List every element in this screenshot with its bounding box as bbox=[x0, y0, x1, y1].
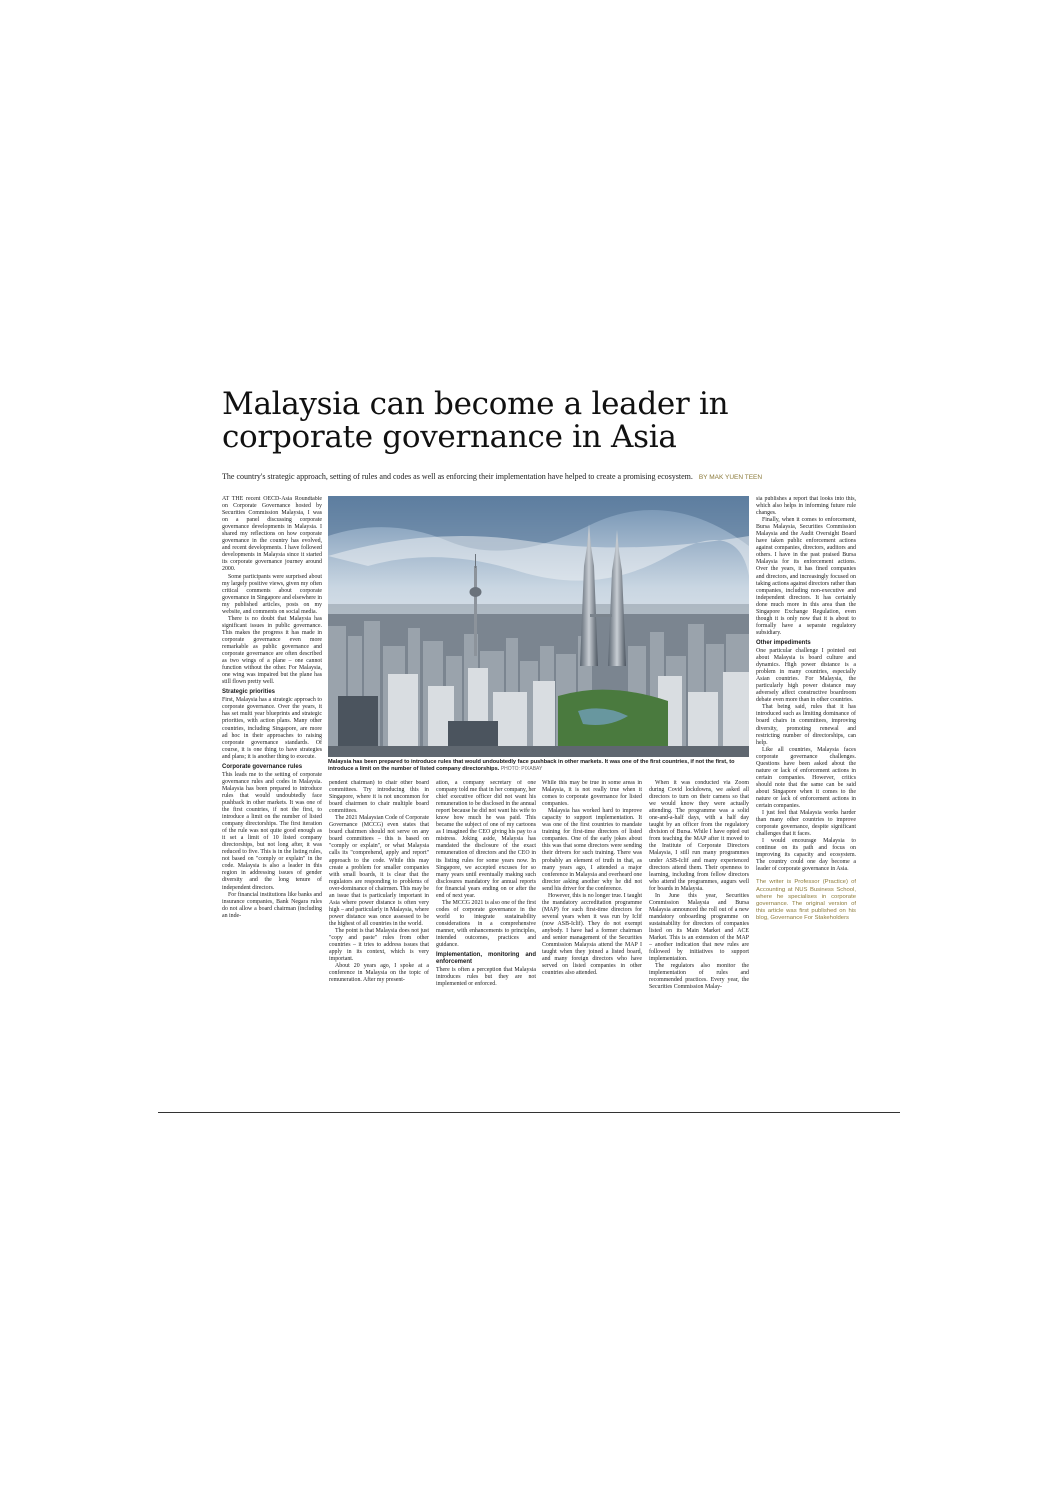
paragraph: In June this year, Securities Commission Malaysia and Bursa Malaysia announced the roll out of a new mandatory onboarding programme on sustainability for directors of companies listed on its Main Market and ACE Market. This is an extension of the MAP – another indication that new rules are followed by initiatives to support implementation. bbox=[649, 892, 749, 963]
paragraph: About 20 years ago, I spoke at a conference in Malaysia on the topic of remuneration. After my present- bbox=[329, 963, 429, 984]
photo-caption bbox=[328, 759, 749, 773]
paragraph: The MCCG 2021 is also one of the first codes of corporate governance in the world to integrate sustainability considerations in a comprehensive manner, with enhancements to principles, intended outcomes, practices and guidance. bbox=[436, 899, 536, 949]
article-standfirst bbox=[222, 472, 782, 483]
paragraph: Some participants were surprised about my largely positive views, given my often critical comments about corporate governance in Singapore and elsewhere in my published articles, posts on my website, and comments on social media. bbox=[222, 573, 322, 615]
article-column-2 bbox=[329, 780, 429, 1086]
paragraph: Malaysia has worked hard to improve capacity to support implementation. It was one of the first countries to mandate training for first-time directors of listed companies. One of the early jokes about this was that some directors were sending their drivers for such training. There was probably an element of truth in that, as many years ago, I attended a major conference in Malaysia and overheard one director asking another why he did not send his driver for the conference. bbox=[542, 808, 642, 892]
paragraph: While this may be true in some areas in Malaysia, it is not really true when it comes to corporate governance for listed companies. bbox=[542, 780, 642, 808]
paragraph: There is no doubt that Malaysia has significant issues in public governance. This makes the progress it has made in corporate governance even more remarkable as public governance and corporate governance are often described as two wings of a plane – one cannot function without the other. For Malaysia, one wing was impaired but the plane has still flown pretty well. bbox=[222, 615, 322, 686]
paragraph: ation, a company secretary of one company told me that in her company, her chief executive officer did not want his remuneration to be disclosed in the annual report because he did not want his wife to know how much he was paid. This became the subject of one of my cartoons as I imagined the CEO giving his pay to a mistress. Joking aside, Malaysia has mandated the disclosure of the exact remuneration of directors and the CEO in its listing rules for some years now. In Singapore, we accepted excuses for so many years until eventually making such disclosures mandatory for annual reports for financial years ending on or after the end of next year. bbox=[436, 780, 536, 899]
standfirst-text: The country's strategic approach, setting of rules and codes as well as enforcing their implementation have helped to create a promising ecosystem. bbox=[222, 472, 693, 481]
paragraph: However, this is no longer true. I taught the mandatory accreditation programme (MAP) for such first-time directors for several years when it was run by Iclif (now ASB-Iclif). They do not exempt anybody. I have had a former chairman and senior management of the Securities Commission Malaysia attend the MAP I taught when they joined a listed board, and many foreign directors who have served on listed companies in other countries also attended. bbox=[542, 892, 642, 977]
city-skyline-photo bbox=[328, 496, 749, 757]
paragraph: Finally, when it comes to enforcement, Bursa Malaysia, Securities Commission Malaysia and the Audit Oversight Board have taken public enforcement actions against companies, directors, auditors and others. I have in the past praised Bursa Malaysia for its enforcement actions. Over the years, it has fined companies and directors, and increasingly focused on taking actions against directors rather than companies, including non-executive and independent directors. It has certainly done much more in this area than the Singapore Exchange Regulation, even though it is only now that it is about to formally have a separate regulatory subsidiary. bbox=[756, 517, 856, 636]
page-divider bbox=[158, 1112, 900, 1113]
article-column-5 bbox=[649, 780, 749, 1086]
article-headline: Malaysia can become a leader in corporate governance in Asia bbox=[222, 386, 729, 455]
subheading-corporate-governance-rules: Corporate governance rules bbox=[222, 763, 303, 770]
paragraph: This leads me to the setting of corporate governance rules and codes in Malaysia. Malaysia has been prepared to introduce rules that would undoubtedly face pushback in other markets. It was one of the first countries, if not the first, to introduce a limit on the number of listed company directorships. The first iteration of the rule was not quite good enough as it set a limit of 10 listed company directorships, but not long after, it was reduced to five. This is in the listing rules, not based on "comply or explain" in the code. Malaysia is also a leader in this region in addressing issues of gender diversity and the long tenure of independent directors. bbox=[222, 771, 322, 891]
caption-text: Malaysia has been prepared to introduce rules that would undoubtedly face pushback in other markets. It was one of the first countries, if not the first, to introduce a limit on the number of listed company directorships. bbox=[328, 759, 735, 772]
article-column-3 bbox=[436, 780, 536, 1086]
skyline-illustration bbox=[328, 496, 749, 757]
photo-credit: PHOTO: PIXABAY bbox=[500, 766, 543, 772]
paragraph: The point is that Malaysia does not just "copy and paste" rules from other countries – it tries to address issues that apply in its context, which is very important. bbox=[329, 927, 429, 963]
paragraph: AT THE recent OECD-Asia Roundtable on Corporate Governance hosted by Securities Commission Malaysia, I was on a panel discussing corporate governance developments in Malaysia. I shared my reflections on how corporate governance in the country has evolved, and recent developments. I have followed developments in Malaysia since it started its corporate governance journey around 2000. bbox=[222, 496, 322, 573]
paragraph: I just feel that Malaysia works harder than many other countries to improve corporate governance, despite significant challenges that it faces. bbox=[756, 810, 856, 838]
author-note: The writer is Professor (Practice) of Accounting at NUS Business School, where he specialises in corporate governance. The original version of this article was first published on his blog, Governance For Stakeholders bbox=[756, 879, 856, 921]
article-column-6 bbox=[756, 496, 856, 1086]
subheading-other-impediments: Other impediments bbox=[756, 639, 811, 646]
paragraph: First, Malaysia has a strategic approach to corporate governance. Over the years, it has set multi year blueprints and strategic priorities, with action plans. Many other countries, including Singapore, are more ad hoc in their approaches to raising corporate governance standards. Of course, it is one thing to have strategies and plans; it is another thing to execute. bbox=[222, 697, 322, 760]
paragraph: I would encourage Malaysia to continue on its path and focus on improving its capacity and ecosystem. The country could one day become a leader of corporate governance in Asia. bbox=[756, 838, 856, 873]
paragraph: sia publishes a report that looks into this, which also helps in informing future rule changes. bbox=[756, 496, 856, 517]
paragraph: One particular challenge I pointed out about Malaysia is board culture and dynamics. High power distance is a problem in many countries, especially Asian countries. For Malaysia, the particularly high power distance may adversely affect constructive boardroom debate even more than in other countries. bbox=[756, 647, 856, 704]
paragraph: The 2021 Malaysian Code of Corporate Governance (MCCG) even states that board chairmen should not serve on any board committees – this is based on "comply or explain", or what Malaysia calls its "comprehend, apply and report" approach to the code. While this may create a problem for smaller companies with small boards, it is clear that the regulators are responding to problems of over-dominance of chairmen. This may be an issue that is particularly important in Asia where power distance is often very high – and particularly in Malaysia, where power distance was once assessed to be the highest of all countries in the world. bbox=[329, 815, 429, 927]
byline: BY MAK YUEN TEEN bbox=[698, 474, 763, 481]
subheading-strategic-priorities: Strategic priorities bbox=[222, 689, 276, 696]
subheading-implementation: Implementation, monitoring and enforcement bbox=[436, 952, 536, 966]
article-column-1 bbox=[222, 496, 322, 1086]
article-column-4 bbox=[542, 780, 642, 1086]
paragraph: The regulators also monitor the implementation of rules and recommended practices. Every year, the Securities Commission Malay- bbox=[649, 963, 749, 991]
paragraph: For financial institutions like banks and insurance companies, Bank Negara rules do not allow a board chairman (including an inde- bbox=[222, 891, 322, 919]
paragraph: That being said, rules that it has introduced such as limiting dominance of board chairs in committees, improving diversity, promoting renewal and restricting number of directorships, can help. bbox=[756, 704, 856, 746]
paragraph: pendent chairman) to chair other board committees. Try introducing this in Singapore, where it is not uncommon for board chairmen to chair multiple board committees. bbox=[329, 780, 429, 815]
paragraph: Like all countries, Malaysia faces corporate governance challenges. Questions have been asked about the nature or lack of enforcement actions in certain companies. However, critics should note that the same can be said about Singapore when it comes to the nature or lack of enforcement actions in certain companies. bbox=[756, 746, 856, 810]
paragraph: When it was conducted via Zoom during Covid lockdowns, we asked all directors to turn on their camera so that we would know they were actually attending. The programme was a solid one-and-a-half days, with a half day taught by an officer from the regulatory division of Bursa. While I have opted out from teaching the MAP after it moved to the Institute of Corporate Directors Malaysia, I still run many programmes under ASB-Iclif and many experienced directors attend them. Their openness to learning, including from fellow directors who attend the programmes, augurs well for boards in Malaysia. bbox=[649, 780, 749, 892]
paragraph: There is often a perception that Malaysia introduces rules but they are not implemented or enforced. bbox=[436, 967, 536, 988]
